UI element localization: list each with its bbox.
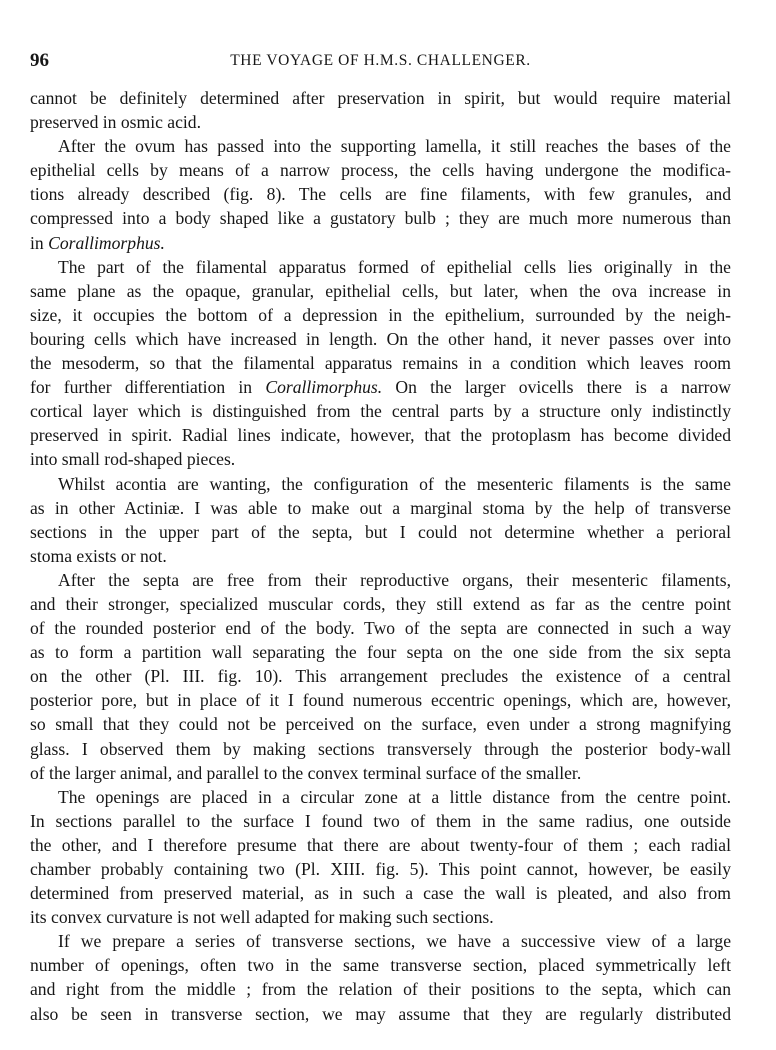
text-line <box>30 761 731 785</box>
text-line <box>30 399 731 423</box>
text-line <box>30 905 731 929</box>
text-line <box>30 255 731 279</box>
text-segment: and right from the middle ; from the relation of their positions to the septa, which can <box>30 979 731 1000</box>
text-segment: cannot be definitely determined after preservation in spirit, but would require material <box>30 88 731 108</box>
text-segment: the mesoderm, so that the filamental apparatus remains in a condition which leaves room <box>30 353 731 374</box>
text-segment: so small that they could not be perceived on the surface, even under a strong magnifying <box>30 714 731 735</box>
text-line <box>30 423 731 447</box>
text-line <box>30 809 731 833</box>
text-line <box>30 520 731 544</box>
text-line <box>30 206 731 230</box>
text-line <box>30 1002 731 1026</box>
text-segment: In sections parallel to the surface I found two of them in the same radius, one outside <box>30 810 731 831</box>
text-line <box>30 182 731 206</box>
text-segment: as to form a partition wall separating the four septa on the one side from the six septa <box>30 642 731 663</box>
text-line <box>30 544 731 568</box>
paragraph <box>30 929 731 1025</box>
text-line <box>30 279 731 303</box>
text-line <box>30 134 731 158</box>
text-line <box>30 375 731 399</box>
text-segment: for further differentiation in <box>30 377 266 398</box>
text-line <box>30 351 731 375</box>
page-number: 96 <box>30 50 49 71</box>
text-line <box>30 857 731 881</box>
text-segment: preserved in spirit. Radial lines indicate, however, that the protoplasm has become divided <box>30 425 731 446</box>
text-line <box>30 953 731 977</box>
text-line <box>30 231 731 255</box>
italic-text: Corallimorphus. <box>48 232 165 253</box>
text-segment: chamber probably containing two (Pl. XIII. fig. 5). This point cannot, however, be easily <box>30 859 731 879</box>
text-segment: The part of the filamental apparatus formed of epithelial cells lies originally in the <box>58 256 731 277</box>
text-segment: also be seen in transverse section, we may assume that they are regularly distributed <box>30 1003 731 1024</box>
text-line <box>30 737 731 761</box>
text-segment: Whilst acontia are wanting, the configuration of the mesenteric filaments is the same <box>58 473 731 494</box>
text-segment: of the rounded posterior end of the body. Two of the septa are connected in such a way <box>30 618 731 639</box>
text-line <box>30 616 731 640</box>
text-segment: on the other (Pl. III. fig. 10). This arrangement precludes the existence of a central <box>30 666 731 687</box>
text-line <box>30 977 731 1001</box>
paragraph <box>30 472 731 568</box>
text-segment: bouring cells which have increased in length. On the other hand, it never passes over into <box>30 328 731 349</box>
text-line <box>30 327 731 351</box>
text-segment: and their stronger, specialized muscular cords, they still extend as far as the centre point <box>30 593 731 614</box>
text-segment: into small rod-shaped pieces. <box>30 449 236 470</box>
text-segment: glass. I observed them by making sections transversely through the posterior body-wall <box>30 738 731 759</box>
text-segment: in <box>30 232 49 253</box>
text-segment: On the larger ovicells there is a narrow <box>382 377 731 398</box>
text-line <box>30 496 731 520</box>
text-segment: epithelial cells by means of a narrow process, the cells having undergone the modifica- <box>30 160 731 181</box>
page-header <box>30 50 731 74</box>
text-segment: preserved in osmic acid. <box>30 112 201 133</box>
text-segment: determined from preserved material, as in such a case the wall is pleated, and also from <box>30 883 731 904</box>
paragraph <box>30 134 731 254</box>
text-segment: as in other Actiniæ. I was able to make out a marginal stoma by the help of transverse <box>30 497 731 518</box>
text-line <box>30 110 731 134</box>
text-line <box>30 158 731 182</box>
text-segment: If we prepare a series of transverse sections, we have a successive view of a large <box>58 931 731 952</box>
text-line <box>30 568 731 592</box>
text-segment: sections in the upper part of the septa, but I could not determine whether a perioral <box>30 521 731 542</box>
text-line <box>30 664 731 688</box>
paragraph <box>30 255 731 472</box>
text-line <box>30 640 731 664</box>
text-segment: compressed into a body shaped like a gustatory bulb ; they are much more numerous than <box>30 208 731 229</box>
text-line <box>30 472 731 496</box>
text-line <box>30 86 731 110</box>
text-segment: same plane as the opaque, granular, epithelial cells, but later, when the ova increase in <box>30 280 731 301</box>
text-line <box>30 833 731 857</box>
italic-text: Corallimorphus. <box>265 377 383 398</box>
text-segment: posterior pore, but in place of it I found numerous eccentric openings, which are, however, <box>30 690 731 711</box>
text-segment: After the septa are free from their reproductive organs, their mesenteric filaments, <box>58 569 731 590</box>
text-segment: its convex curvature is not well adapted for making such sections. <box>30 907 494 928</box>
text-line <box>30 881 731 905</box>
paragraph <box>30 568 731 785</box>
text-segment: tions already described (fig. 8). The cells are fine filaments, with few granules, and <box>30 184 731 205</box>
paragraph <box>30 86 731 134</box>
text-line <box>30 592 731 616</box>
text-line <box>30 712 731 736</box>
text-segment: the other, and I therefore presume that there are about twenty-four of them ; each radial <box>30 834 731 855</box>
running-title: THE VOYAGE OF H.M.S. CHALLENGER. <box>230 52 531 69</box>
text-line <box>30 785 731 809</box>
text-segment: number of openings, often two in the same transverse section, placed symmetrically left <box>30 955 731 976</box>
text-line <box>30 929 731 953</box>
text-line <box>30 447 731 471</box>
text-line <box>30 688 731 712</box>
body-text <box>30 86 731 1026</box>
text-segment: After the ovum has passed into the supporting lamella, it still reaches the bases of the <box>58 136 731 157</box>
text-segment: The openings are placed in a circular zone at a little distance from the centre point. <box>58 786 731 807</box>
text-segment: cortical layer which is distinguished from the central parts by a structure only indistinctly <box>30 401 731 422</box>
paragraph <box>30 785 731 930</box>
text-segment: of the larger animal, and parallel to the convex terminal surface of the smaller. <box>30 762 582 783</box>
text-segment: size, it occupies the bottom of a depression in the epithelium, surrounded by the neigh- <box>30 304 731 325</box>
text-segment: stoma exists or not. <box>30 545 167 566</box>
text-line <box>30 303 731 327</box>
